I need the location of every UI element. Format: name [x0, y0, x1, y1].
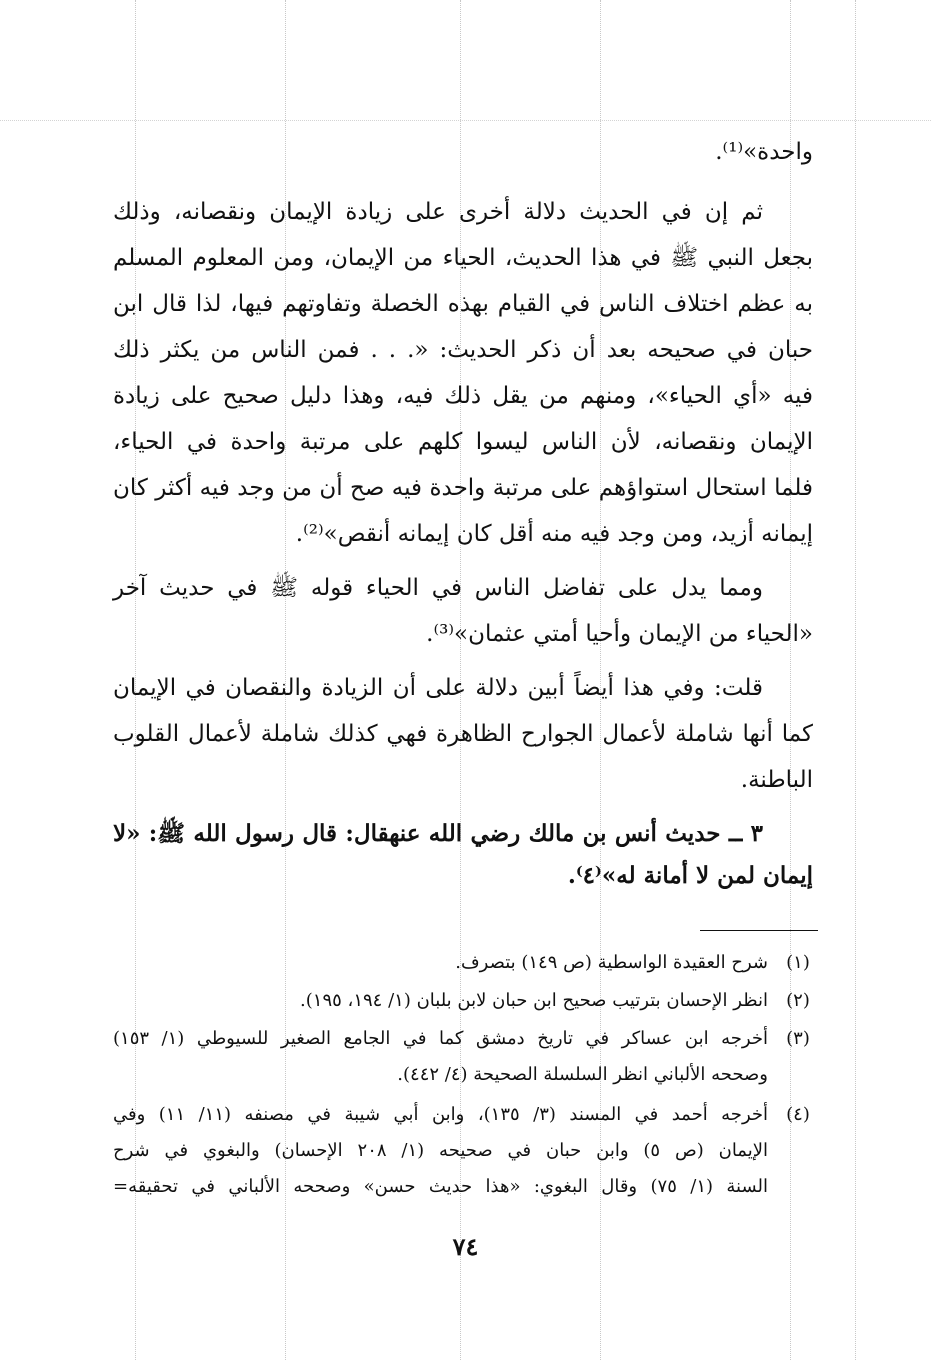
paragraph-line: إيمانه أزيد، ومن وجد فيه منه أقل كان إيمانه أنقص»⁽²⁾. [295, 521, 813, 547]
paragraph-line: الإيمان ونقصانه، لأن الناس ليسوا كلهم على مرتبة واحدة في الحياء، [113, 429, 813, 455]
paragraph-line: الباطنة. [740, 767, 813, 793]
footnote-text: انظر الإحسان بترتيب صحيح ابن حبان لابن بلبان (١/ ١٩٤، ١٩٥). [300, 990, 768, 1011]
footnote [113, 950, 818, 976]
scan-guide-line [855, 0, 856, 1360]
footnote-separator [700, 930, 818, 931]
paragraph-line: كما أنها شاملة لأعمال الجوارح الظاهرة فهي كذلك شاملة لأعمال القلوب [113, 721, 813, 747]
footnote-text: وصححه الألباني انظر السلسلة الصحيحة (٤/ ٤٤٢). [397, 1064, 768, 1085]
footnote-number: (٤) [786, 1104, 810, 1125]
page-number: ٧٤ [452, 1232, 479, 1261]
footnote-number: (٣) [786, 1028, 810, 1049]
paragraph-line: قلت: وفي هذا أيضاً أبين دلالة على أن الزيادة والنقصان في الإيمان [113, 675, 763, 701]
footnote-text: الإيمان (ص ٥) وابن حبان في صحيحه (١/ ٢٠٨ الإحسان) والبغوي في شرح [113, 1140, 768, 1161]
footnote [113, 988, 818, 1014]
scan-guide-line [0, 120, 931, 121]
footnote-number: (١) [786, 952, 810, 973]
footnote-text: أخرجه ابن عساكر في تاريخ دمشق كما في الجامع الصغير للسيوطي (١/ ١٥٣) [113, 1028, 768, 1049]
hadith-heading-line: ٣ ــ حديث أنس بن مالك رضي الله عنهقال: قال رسول الله ﷺ: «لا [113, 820, 763, 847]
footnote-text: أخرجه أحمد في المسند (٣/ ١٣٥)، وابن أبي شيبة في مصنفه (١١/ ١١) وفي [113, 1104, 768, 1125]
paragraph-line: «الحياء من الإيمان وأحيا أمتي عثمان»⁽³⁾. [426, 621, 813, 647]
paragraph-line: به عظم اختلاف الناس في القيام بهذه الخصلة وتفاوتهم فيها، لذا قال ابن [113, 291, 813, 317]
paragraph-line: فلما استحال استواؤهم على مرتبة واحدة فيه صح أن من وجد فيه أكثر كان [113, 475, 813, 501]
paragraph-line: ثم إن في الحديث دلالة أخرى على زيادة الإيمان ونقصانه، وذلك [113, 199, 763, 225]
hadith-heading-line: إيمان لمن لا أمانة له»⁽٤⁾. [567, 862, 813, 889]
paragraph-line: بجعل النبي ﷺ في هذا الحديث، الحياء من الإيمان، ومن المعلوم المسلم [113, 245, 813, 271]
footnote-text: شرح العقيدة الواسطية (ص ١٤٩) بتصرف. [455, 952, 768, 973]
continuation-line: واحدة»⁽¹⁾. [715, 139, 813, 165]
footnote [113, 1102, 818, 1200]
paragraph-line: فيه «أي الحياء»، ومنهم من يقل ذلك فيه، وهذا دليل صحيح على زيادة [113, 383, 813, 409]
paragraph-line: ومما يدل على تفاضل الناس في الحياء قوله ﷺ في حديث آخر [113, 575, 763, 601]
footnote-number: (٢) [786, 990, 810, 1011]
footnote-text: السنة (١/ ٧٥) وقال البغوي: «هذا حديث حسن» وصححه الألباني في تحقيقه= [113, 1176, 768, 1197]
footnote [113, 1026, 818, 1088]
paragraph-line: حبان في صحيحه بعد أن ذكر الحديث: «. . . فمن الناس من يكثر ذلك [113, 337, 813, 363]
